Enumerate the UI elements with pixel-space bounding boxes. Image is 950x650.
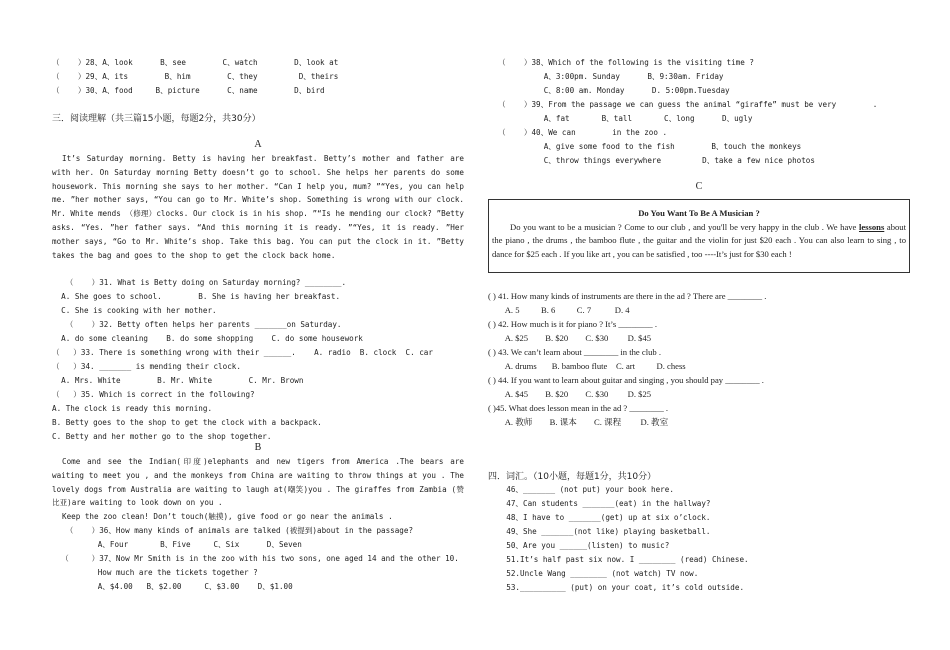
question-32-options: A. do some cleaning B. do some shopping C. do some housework bbox=[52, 334, 363, 343]
question-30: （ ）30、A、food B、picture C、name D、bird bbox=[52, 86, 325, 95]
passage-a-letter: A bbox=[254, 139, 262, 150]
question-39-options: A、fat B、tall C、long D、ugly bbox=[498, 114, 753, 123]
question-31-option-c: C. She is cooking with her mother. bbox=[52, 306, 217, 315]
question-40: （ ）40、We can in the zoo . bbox=[498, 128, 668, 137]
vocab-53: 53.__________ (put) on your coat, it’s cold outside. bbox=[488, 583, 745, 592]
ad-title: Do You Want To Be A Musician ? bbox=[638, 208, 760, 218]
question-33: （ ）33. There is something wrong with their ______. A. radio B. clock C. car bbox=[52, 348, 433, 357]
ad-text-part-2: about the piano , the drums , the bamboo flute , the guitar and the violin for just $20 each . You can also learn to sing , to dance for $25 each . If you like art , you can be satisfied , too ----It’s just for $30 each ! bbox=[492, 221, 906, 259]
question-38-options-cd: C、8:00 am. Monday D. 5:00pm.Tuesday bbox=[498, 86, 730, 95]
question-36-options: A、Four B、Five C、Six D、Seven bbox=[52, 540, 302, 549]
question-45-options: A. 教师 B. 课本 C. 课程 D. 教室 bbox=[488, 417, 669, 427]
question-37-options: A、$4.00 B、$2.00 C、$3.00 D、$1.00 bbox=[52, 582, 293, 591]
question-34: （ ）34. _______ is mending their clock. bbox=[52, 362, 241, 371]
question-43: ( ) 43. We can’t learn about ________ in the club . bbox=[488, 347, 661, 357]
vocab-52: 52.Uncle Wang ________ (not watch) TV now. bbox=[488, 569, 699, 578]
vocab-47: 47、Can students _______(eat) in the hallway? bbox=[488, 499, 711, 508]
question-44-options: A. $45 B. $20 C. $30 D. $25 bbox=[488, 389, 652, 399]
ad-text bbox=[489, 221, 909, 262]
question-43-options: A. drums B. bamboo flute C. art D. chess bbox=[488, 361, 686, 371]
vocab-48: 48、I have to _______(get) up at six o’clock. bbox=[488, 513, 711, 522]
question-44: ( ) 44. If you want to learn about guitar and singing , you should pay ________ . bbox=[488, 375, 764, 385]
question-38: （ ）38、Which of the following is the visiting time ? bbox=[498, 58, 754, 67]
vocab-50: 50、Are you ______(listen) to music? bbox=[488, 541, 670, 550]
ad-lessons-word: lessons bbox=[858, 221, 885, 232]
question-29: （ ）29、A、its B、him C、they D、theirs bbox=[52, 72, 339, 81]
passage-b-letter: B bbox=[254, 442, 262, 453]
passage-a-text: It’s Saturday morning. Betty is having her breakfast. Betty’s mother and father are with her. On Saturday morning Betty doesn’t go to school. She helps her parents do some housework. This morning she says to her mother. “Can I help you, mum? ”“Yes, you can help me. ”her mother says, “You can go to Mr. White’s shop. Something is wrong with our clock. Mr. White mends （修理）clocks. Our clock is in his shop. ”“Is he mending our clock? ”Betty asks. “Yes. ”her father says. “And this morning it is ready. ”“Yes, it is ready. ”Her mother says, “Go to Mr. White’s shop. Take this bag. You can put the clock in it. ”Betty takes the bag and goes to the shop to get the clock back home. bbox=[52, 154, 464, 260]
question-31-options-ab: A. She goes to school. B. She is having her breakfast. bbox=[52, 292, 341, 301]
question-39: （ ）39、From the passage we can guess the animal “giraffe” must be very . bbox=[498, 100, 878, 109]
vocab-46: 46、_______ (not put) your book here. bbox=[488, 485, 674, 494]
question-42: ( ) 42. How much is it for piano ? It’s ________ . bbox=[488, 319, 657, 329]
question-35-option-c: C. Betty and her mother go to the shop together. bbox=[52, 432, 272, 441]
passage-c-letter: C bbox=[695, 181, 703, 192]
question-38-options-ab: A、3:00pm. Sunday B、9:30am. Friday bbox=[498, 72, 724, 81]
question-40-options-cd: C、throw things everywhere D、take a few nice photos bbox=[498, 156, 815, 165]
question-41-options: A. 5 B. 6 C. 7 D. 4 bbox=[488, 305, 630, 315]
question-32: （ ）32. Betty often helps her parents _______on Saturday. bbox=[52, 320, 342, 329]
question-45: ( )45. What does lesson mean in the ad ? ________ . bbox=[488, 403, 669, 413]
question-37: （ ）37、Now Mr Smith is in the zoo with his two sons, one aged 14 and the other 10. bbox=[52, 554, 459, 563]
section-four-heading: 四．词汇。（10小题，每题1分，共10分） bbox=[488, 472, 657, 482]
question-34-options: A. Mrs. White B. Mr. White C. Mr. Brown bbox=[52, 376, 304, 385]
vocab-51: 51.It’s half past six now. I ________ (read) Chinese. bbox=[488, 555, 749, 564]
question-37-line-2: How much are the tickets together ? bbox=[52, 568, 258, 577]
passage-b-text: Come and see the Indian(印度)elephants and new tigers from America .The bears are waiting to meet you , and the monkeys from China are waiting to throw things at you . The lovely dogs from Australia are waiting to laugh at(嘲笑)you . The giraffes from Zambia (赞比亚)are waiting to look down on you . bbox=[52, 457, 464, 508]
section-three-heading: 三．阅读理解（共三篇15小题，每题2分，共30分） bbox=[52, 114, 261, 124]
question-35: （ ）35. Which is correct in the following? bbox=[52, 390, 255, 399]
question-40-options-ab: A、give some food to the fish B、touch the monkeys bbox=[498, 142, 802, 151]
vocab-49: 49、She _______(not like) playing basketball. bbox=[488, 527, 711, 536]
question-31: （ ）31. What is Betty doing on Saturday morning? ________. bbox=[52, 278, 347, 287]
question-36: （ ）36、How many kinds of animals are talked (被提到)about in the passage? bbox=[52, 526, 414, 535]
question-28: （ ）28、A、look B、see C、watch D、look at bbox=[52, 58, 339, 67]
question-35-option-b: B. Betty goes to the shop to get the clock with a backpack. bbox=[52, 418, 322, 427]
question-41: ( ) 41. How many kinds of instruments are there in the ad ? There are ________ . bbox=[488, 291, 767, 301]
musician-ad-box bbox=[488, 199, 910, 273]
passage-b-notice: Keep the zoo clean! Don’t touch(触摸), give food or go near the animals . bbox=[62, 512, 393, 521]
question-35-option-a: A. The clock is ready this morning. bbox=[52, 404, 213, 413]
question-42-options: A. $25 B. $20 C. $30 D. $45 bbox=[488, 333, 652, 343]
ad-text-part-1: Do you want to be a musician ? Come to our club , and you'll be very happy in the club . We have bbox=[510, 221, 859, 232]
